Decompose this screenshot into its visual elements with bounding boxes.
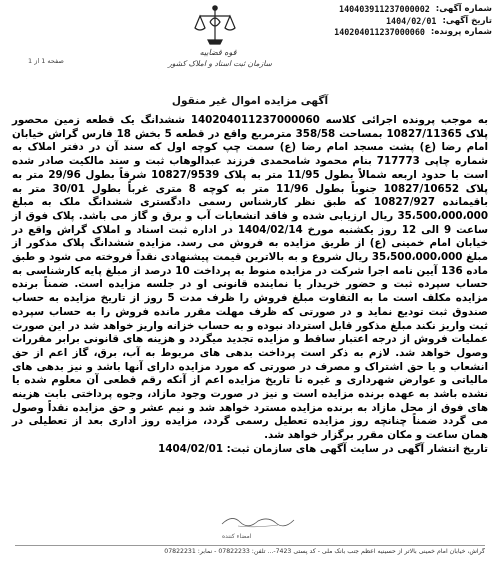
notice-title: آگهی مزایده اموال غیر منقول <box>171 95 329 107</box>
notice-number: 140403911237000002 <box>339 4 430 14</box>
footer-address: گراش، خیابان امام خمینی بالاتر از حسینیه اعظم جنب بانک ملی - کد پستی 7423-... تلفن: 07822233 - نمابر: 07822231 <box>164 548 485 555</box>
org-name-registry: سازمان ثبت اسناد و املاک کشور <box>168 59 272 68</box>
org-logo-block <box>150 2 330 82</box>
judiciary-emblem-icon <box>190 2 240 52</box>
file-number-label: شماره پرونده: <box>430 27 492 37</box>
notice-body-text: به موجب پرونده اجرائی کلاسه 140204011237000060 ششدانگ یک قطعه زمین محصور پلاک 10827/11365 بمساحت 358/58 مترمربع واقع در قطعه 5 بخش 18 فارس گراش خیابان امام رضا (ع) پشت مسجد امام رضا (ع) سمت چپ کوچه اول که سند آن در دفتر املاک به شماره چاپی 717773 بنام محمود شامحمدی فرزند عبدالوهاب ثبت و سند مالکیت صادر شده است با حدود اربعه شمالاً بطول 11/95 متر به پلاک 10827/9539 شرقاً بطول 29/96 متر به پلاک 10827/10652 جنوباً بطول 11/96 متر به کوچه 8 متری غرباً بطول 30/01 متر به باقیمانده 10827/927 که طبق نظر کارشناس رسمی دادگستری ششدانگ ملک به مبلغ 35،500،000،000 ریال ارزیابی شده و فاقد انشعابات آب و برق و گاز می باشد. پلاک فوق از ساعت 9 الی 12 روز یکشنبه مورخ 1404/02/14 در اداره ثبت اسناد و املاک گراش واقع در خیابان امام خمینی (ع) از طریق مزایده به فروش می رسد. مزایده ششدانگ پلاک مذکور از مبلغ 35،500،000،000 ریال شروع و به بالاترین قیمت پیشنهادی نقداً فروخته می شود و طبق ماده 136 آیین نامه اجرا شرکت در مزایده منوط به پرداخت 10 درصد از مبلغ پایه کارشناسی به حساب سپرده ثبت و حضور خریدار یا نماینده قانونی او در جلسه مزایده است. ضمناً برنده مزایده مکلف است ما به التفاوت مبلغ فروش را ظرف مدت 5 روز از تاریخ مزایده به حساب صندوق ثبت تودیع نماید و در صورتی که ظرف مهلت مقرر مانده فروش را به حساب سپرده ثبت واریز نکند مبلغ مذکور قابل استرداد نبوده و به حساب خزانه واریز خواهد شد در این صورت عملیات فروش از درجه اعتبار ساقط و مزایده تجدید میگردد و هزینه های قانونی برابر مقررات وصول خواهد شد. لازم به ذکر است پرداخت بدهی های مربوط به آب، برق، گاز اعم از حق انشعاب و یا حق اشتراک و مصرف در صورتی که مورد مزایده دارای آنها باشد و نیز بدهی های مالیاتی و عوارض شهرداری و غیره تا تاریخ مزایده اعم از آنکه رقم قطعی آن معلوم شده یا نشده باشد به عهده برنده مزایده است و نیز در صورت وجود مازاد، وجوه پرداختی بابت هزینه های فوق از محل مازاد به برنده مزایده مسترد خواهد شد و نیم عشر و حق مزایده نقداً وصول می گردد ضمناً چنانچه روز مزایده تعطیل رسمی گردد، مزایده روز اداری بعد از تعطیلی در همان ساعت و مکان مقرر برگزار خواهد شد. <box>12 114 489 442</box>
org-name-judiciary: قوه قضاییه <box>199 48 237 57</box>
signature-image <box>218 512 298 530</box>
notice-number-label: شماره آگهی: <box>435 4 492 14</box>
notice-date-label: تاریخ آگهی: <box>442 15 492 26</box>
signature-caption: امضاء کننده <box>222 533 252 540</box>
notice-date: 1404/02/01 <box>386 15 437 26</box>
page-indicator: صفحه 1 از 1 <box>28 57 64 65</box>
notice-body <box>12 114 488 457</box>
file-number: 140204011237000060 <box>334 27 425 37</box>
footer-divider <box>15 545 485 546</box>
publish-date-line: تاریخ انتشار آگهی در سایت آگهی های سازمان ثبت: 1404/02/01 <box>158 442 488 455</box>
